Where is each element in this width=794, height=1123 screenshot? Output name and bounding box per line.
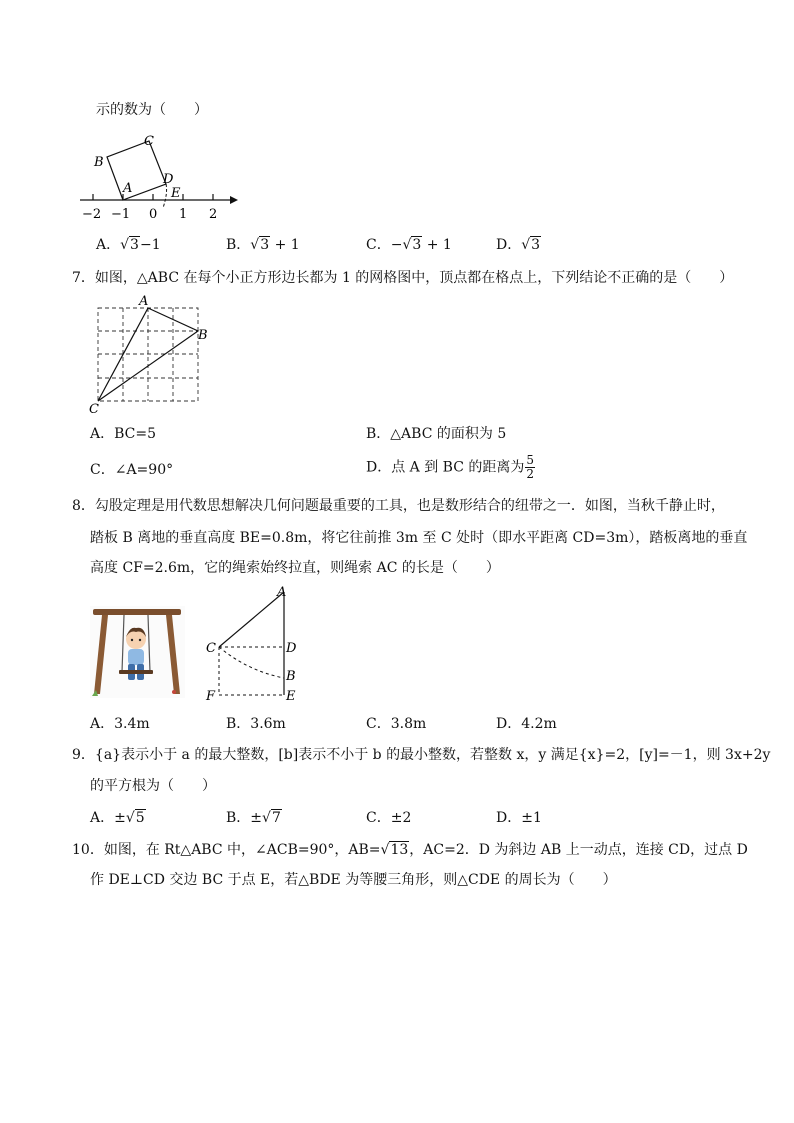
q10-stem-part-2: ，AC=2．D 为斜边 AB 上一动点，连接 CD，过点 D <box>409 842 748 858</box>
q6-option-b-radicand: 3 <box>260 237 270 253</box>
q6-label-e: E <box>171 186 181 201</box>
q7-label-c: C <box>89 402 99 417</box>
q6-option-a-radicand: 3 <box>130 237 139 253</box>
q9-option-a-prefix: A．± <box>90 810 126 826</box>
q8-option-c[interactable]: C．3.8m <box>366 716 427 732</box>
q8-label-c: C <box>206 641 216 656</box>
q7-option-a[interactable]: A．BC=5 <box>90 426 157 442</box>
q6-option-b[interactable]: B．√3 + 1 <box>226 237 300 253</box>
q9-option-c[interactable]: C．±2 <box>366 810 412 826</box>
q9-option-a-radicand: 5 <box>135 810 145 826</box>
q8-option-a[interactable]: A．3.4m <box>90 716 150 732</box>
q9-option-a[interactable]: A．±√5 <box>90 810 145 826</box>
swing-illustration <box>90 606 185 698</box>
q6-tick-label: −2 <box>82 207 102 222</box>
q8-label-b: B <box>286 669 296 684</box>
q8-stem-line-1: 8．勾股定理是用代数思想解决几何问题最重要的工具，也是数形结合的纽带之一．如图，当秋千静止时， <box>72 498 725 514</box>
q7-option-b[interactable]: B．△ABC 的面积为 5 <box>366 426 507 442</box>
q8-geometry-figure <box>200 584 310 706</box>
q6-stem-tail: 示的数为（ ） <box>96 102 208 118</box>
fraction-denominator: 2 <box>526 467 535 481</box>
q7-option-d-fraction <box>525 454 535 481</box>
q8-option-b[interactable]: B．3.6m <box>226 716 286 732</box>
q7-label-a: A <box>139 294 149 309</box>
q6-option-b-suffix: + 1 <box>270 237 300 253</box>
q10-stem-line-1: 10．如图，在 Rt△ABC 中，∠ACB=90°，AB=√13，AC=2．D 为斜边 AB 上一动点，连接 CD，过点 D <box>72 842 748 858</box>
q8-option-d[interactable]: D．4.2m <box>496 716 557 732</box>
q9-stem-line-2: 的平方根为（ ） <box>90 778 216 794</box>
q8-stem-line-3: 高度 CF=2.6m，它的绳索始终拉直，则绳索 AC 的长是（ ） <box>90 560 500 576</box>
q7-option-d-text: D．点 A 到 BC 的距离为 <box>366 459 525 476</box>
q6-option-d-radicand: 3 <box>531 237 541 253</box>
q7-label-b: B <box>198 328 208 343</box>
q6-tick-label: 0 <box>149 207 158 222</box>
q6-option-b-prefix: B． <box>226 237 251 253</box>
q10-stem-line-2: 作 DE⊥CD 交边 BC 于点 E，若△BDE 为等腰三角形，则△CDE 的周长为（ ） <box>90 872 617 888</box>
q9-option-b-radicand: 7 <box>271 810 281 826</box>
q7-stem: 7．如图，△ABC 在每个小正方形边长都为 1 的网格图中，顶点都在格点上，下列结论不正确的是（ ） <box>72 270 734 286</box>
q6-tick-label: 1 <box>179 207 188 222</box>
q6-tick-label: −1 <box>111 207 131 222</box>
q9-option-b-prefix: B．± <box>226 810 263 826</box>
q8-label-d: D <box>286 641 297 656</box>
q6-option-c-suffix: + 1 <box>422 237 452 253</box>
q7-grid-figure <box>86 292 216 417</box>
q6-option-d[interactable]: D．√3 <box>496 237 541 253</box>
q9-stem-line-1: 9．{a}表示小于 a 的最大整数，[b]表示不小于 b 的最小整数，若整数 x，y 满足{x}=2，[y]=－1，则 3x+2y <box>72 747 771 763</box>
q6-option-a[interactable]: A．√3−1 <box>96 237 161 253</box>
fraction-numerator: 5 <box>526 453 535 467</box>
q9-option-d[interactable]: D．±1 <box>496 810 542 826</box>
q10-radicand: 13 <box>390 842 409 858</box>
q6-tick-label: 2 <box>209 207 218 222</box>
q6-label-c: C <box>144 134 154 149</box>
q6-option-c[interactable]: C．−√3 + 1 <box>366 237 452 253</box>
q8-label-a: A <box>277 585 287 600</box>
q6-option-c-prefix: C．− <box>366 237 403 253</box>
q6-option-a-suffix: −1 <box>139 237 161 253</box>
q6-label-b: B <box>94 155 104 170</box>
q7-option-c[interactable]: C．∠A=90° <box>90 462 174 478</box>
q8-stem-line-2: 踏板 B 离地的垂直高度 BE=0.8m，将它往前推 3m 至 C 处时（即水平距离 CD=3m），踏板离地的垂直 <box>90 530 748 546</box>
q6-option-d-prefix: D． <box>496 237 522 253</box>
q9-option-b[interactable]: B．±√7 <box>226 810 281 826</box>
q7-option-d[interactable] <box>366 454 535 481</box>
q8-label-e: E <box>286 689 296 704</box>
q8-label-f: F <box>206 689 216 704</box>
q6-label-a: A <box>123 181 133 196</box>
q6-option-a-prefix: A． <box>96 237 121 253</box>
q6-label-d: D <box>163 172 174 187</box>
q6-option-c-radicand: 3 <box>412 237 422 253</box>
q6-number-line-figure <box>70 130 250 225</box>
q10-stem-part-1: 10．如图，在 Rt△ABC 中，∠ACB=90°，AB= <box>72 842 381 858</box>
